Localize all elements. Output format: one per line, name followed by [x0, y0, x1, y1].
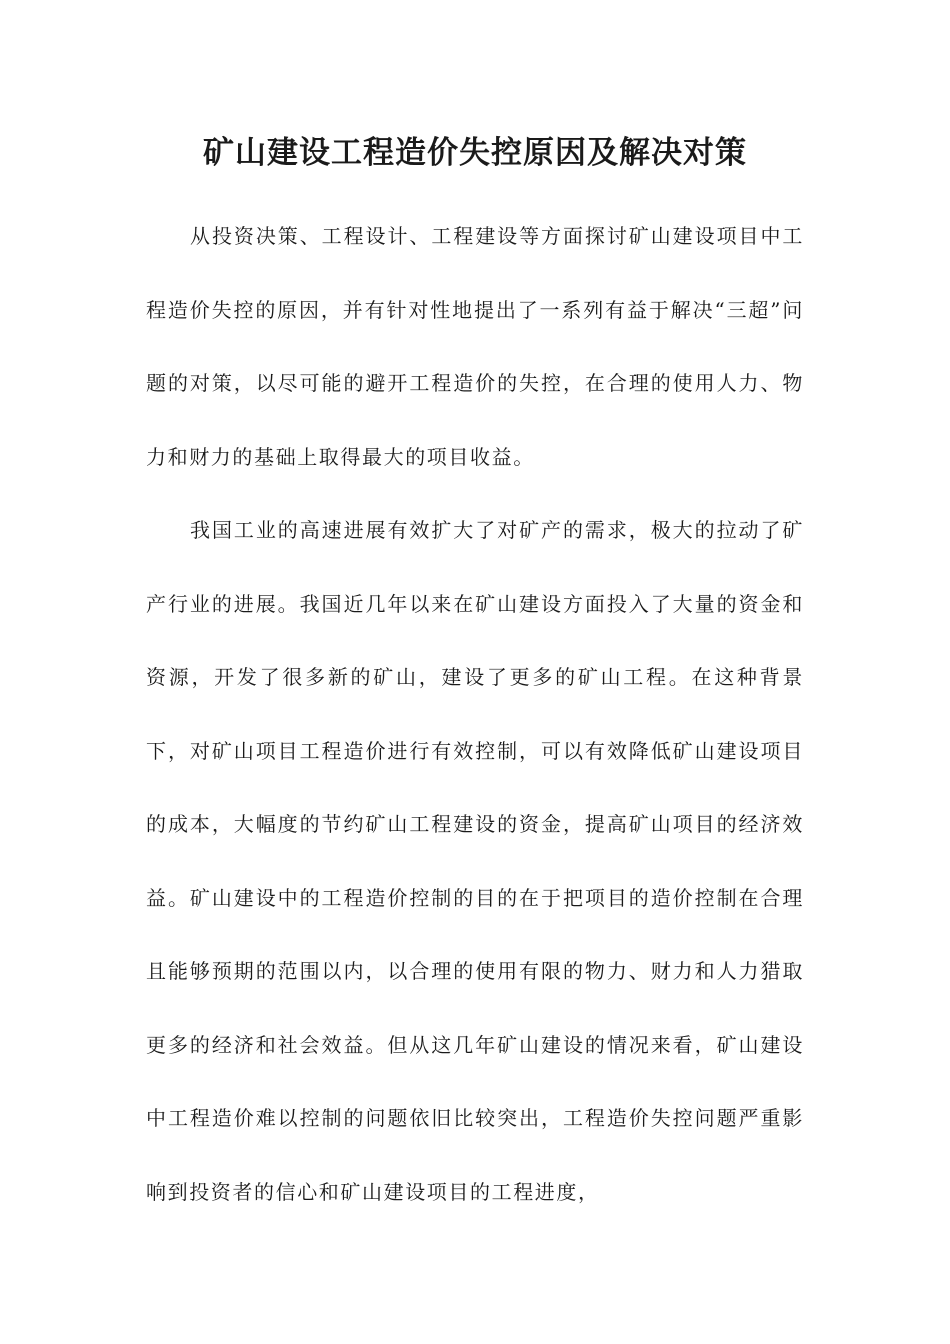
- document-title: 矿山建设工程造价失控原因及解决对策: [203, 135, 747, 171]
- document-body: [146, 200, 804, 1229]
- paragraph-abstract: 从投资决策、工程设计、工程建设等方面探讨矿山建设项目中工程造价失控的原因，并有针对性地提出了一系列有益于解决“三超”问题的对策，以尽可能的避开工程造价的失控，在合理的使用人力、物力和财力的基础上取得最大的项目收益。: [146, 224, 804, 469]
- paragraph-background: 我国工业的高速进展有效扩大了对矿产的需求，极大的拉动了矿产行业的进展。我国近几年以来在矿山建设方面投入了大量的资金和资源，开发了很多新的矿山，建设了更多的矿山工程。在这种背景下，对矿山项目工程造价进行有效控制，可以有效降低矿山建设项目的成本，大幅度的节约矿山工程建设的资金，提高矿山项目的经济效益。矿山建设中的工程造价控制的目的在于把项目的造价控制在合理且能够预期的范围以内，以合理的使用有限的物力、财力和人力猎取更多的经济和社会效益。但从这几年矿山建设的情况来看，矿山建设中工程造价难以控制的问题依旧比较突出，工程造价失控问题严重影响到投资者的信心和矿山建设项目的工程进度，: [146, 518, 804, 1204]
